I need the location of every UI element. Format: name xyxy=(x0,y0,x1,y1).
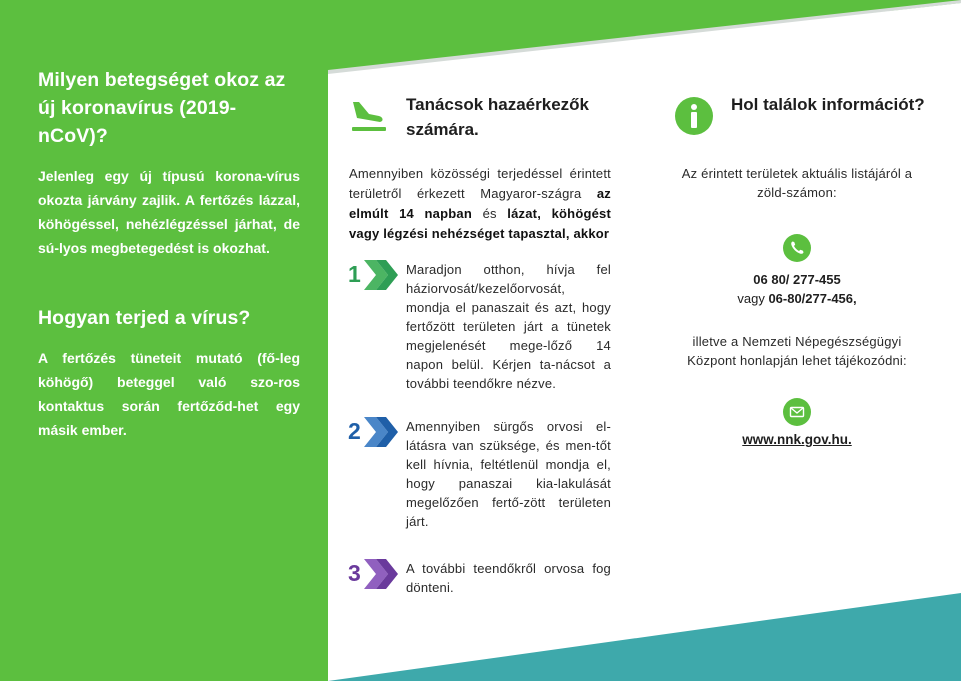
step-3-text: A további teendőkről orvosa fog dönteni. xyxy=(406,561,611,595)
step-2-text: Amennyiben sürgős orvosi el-látásra van szüksége, és men-tőt kell hívnia, feltétlenül mondja el, hogy panaszai kia-lakulását megelőzően fertő-zött területen járt. xyxy=(406,419,611,529)
middle-column xyxy=(349,90,611,597)
airplane-landing-icon xyxy=(349,96,389,136)
phone-numbers xyxy=(674,270,920,308)
phone-icon xyxy=(783,234,811,262)
paragraph-spread: A fertőzés tüneteit mutató (fő-leg köhögő) beteggel való szo-ros kontaktus során fertőződ-het egy másik ember. xyxy=(38,350,300,438)
intro-bold-14-days: az elmúlt 14 napban xyxy=(349,186,611,221)
heading-what-disease: Milyen betegséget okoz az új koronavírus (2019-nCoV)? xyxy=(38,69,286,147)
info-text-list: Az érintett területek aktuális listájáról a zöld-számon: xyxy=(681,166,913,200)
phone-or-text: vagy xyxy=(737,291,769,306)
advice-intro xyxy=(349,164,611,244)
step-1-number: 1 xyxy=(348,261,361,287)
website-link[interactable]: www.nnk.gov.hu. xyxy=(742,432,852,447)
info-header xyxy=(674,90,925,150)
phone-icon-wrap xyxy=(674,234,920,262)
step-2 xyxy=(349,417,611,531)
step-1 xyxy=(349,260,611,393)
intro-text: Amennyiben közösségi terjedéssel érintett területről érkezett Magyaror-szágra xyxy=(349,166,611,201)
paragraph-disease: Jelenleg egy új típusú korona-vírus okozta járvány zajlik. A fertőzés lázzal, köhögéssel, nehézlégzéssel járhat, de sú-lyos megbetegedést is okozhat. xyxy=(38,168,300,256)
step-1-text: Maradjon otthon, hívja fel háziorvosát/kezelőorvosát, mondja el panaszait és azt, hogy fertőzött területen járt a tünetek megjelenését mege-lőző 14 napon belül. Kérjen ta-nácsot a további teendőkre nézve. xyxy=(406,262,611,391)
chevron-right-icon xyxy=(362,557,402,591)
mail-icon xyxy=(783,398,811,426)
right-column xyxy=(674,90,925,447)
info-icon xyxy=(674,96,714,136)
phone-number-1[interactable]: 06 80/ 277-455 xyxy=(753,272,841,287)
left-column xyxy=(38,66,300,442)
intro-text-and: és xyxy=(471,206,508,221)
chevron-right-icon xyxy=(362,258,402,292)
step-2-number: 2 xyxy=(348,418,361,444)
info-heading: Hol találok információt? xyxy=(731,95,925,114)
step-3 xyxy=(349,559,611,597)
advice-steps xyxy=(349,260,611,597)
intro-bold-symptoms: lázat, köhögést vagy légzési nehézséget tapasztal, akkor xyxy=(349,206,611,241)
chevron-right-icon xyxy=(362,415,402,449)
mail-icon-wrap xyxy=(674,398,920,426)
advice-heading: Tanácsok hazaérkezők számára. xyxy=(406,95,589,139)
heading-how-spread: Hogyan terjed a vírus? xyxy=(38,307,251,329)
phone-number-2[interactable]: 06-80/277-456, xyxy=(768,291,857,306)
info-text-website: illetve a Nemzeti Népegészségügyi Központ honlapján lehet tájékozódni: xyxy=(687,334,907,368)
step-3-number: 3 xyxy=(348,560,361,586)
advice-header xyxy=(349,90,611,150)
